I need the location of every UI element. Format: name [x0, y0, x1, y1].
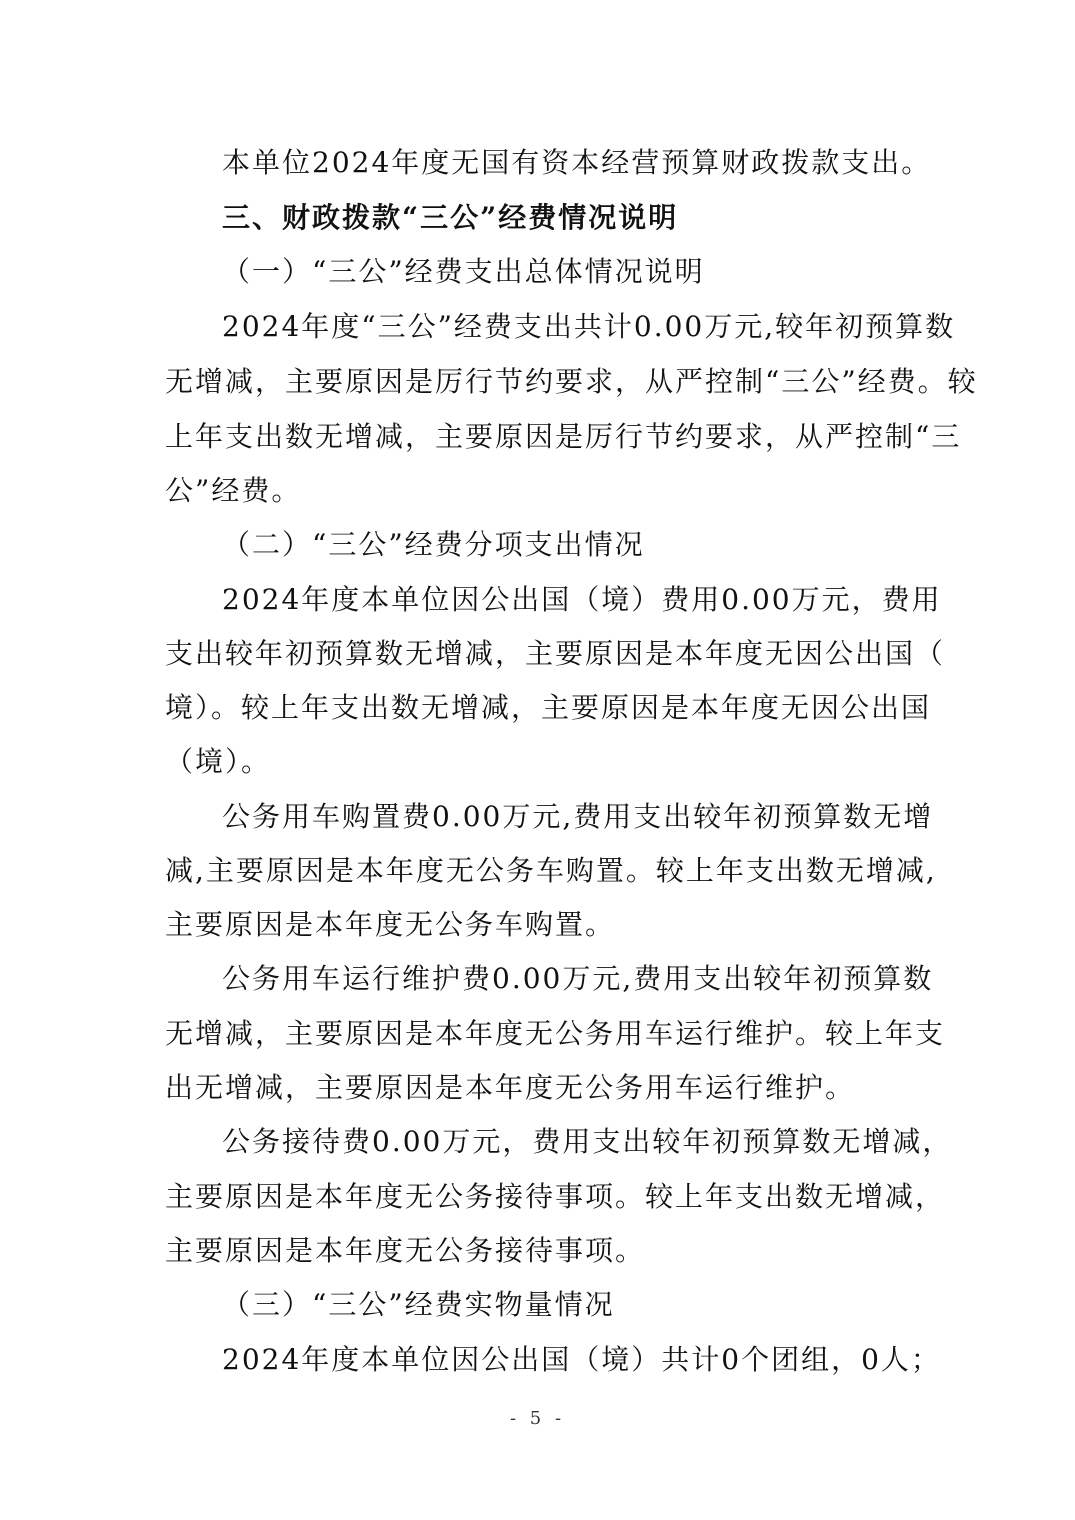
page-number: - 5 -: [509, 1408, 566, 1429]
subsection-heading: （二）“三公”经费分项支出情况: [222, 528, 645, 561]
paragraph-line: 境）。较上年支出数无增减，主要原因是本年度无因公出国: [165, 691, 932, 724]
subsection-heading: （一）“三公”经费支出总体情况说明: [222, 255, 705, 288]
paragraph-line: 2024年度本单位因公出国（境）共计0个团组，0人；: [222, 1343, 941, 1376]
paragraph-line: 主要原因是本年度无公务接待事项。较上年支出数无增减，: [165, 1180, 946, 1213]
paragraph-line: 2024年度本单位因公出国（境）费用0.00万元，费用: [222, 583, 942, 616]
paragraph-line: 公”经费。: [165, 474, 302, 507]
paragraph-line: 主要原因是本年度无公务车购置。: [165, 908, 616, 941]
paragraph-line: 无增减，主要原因是厉行节约要求，从严控制“三公”经费。较: [165, 365, 978, 398]
paragraph-line: 无增减，主要原因是本年度无公务用车运行维护。较上年支: [165, 1017, 946, 1050]
paragraph-line: （境）。: [165, 745, 272, 778]
paragraph-line: 上年支出数无增减，主要原因是厉行节约要求，从严控制“三: [165, 420, 962, 453]
paragraph-line: 公务用车购置费0.00万元,费用支出较年初预算数无增: [222, 800, 934, 833]
paragraph-line: 2024年度“三公”经费支出共计0.00万元,较年初预算数: [222, 310, 956, 343]
subsection-heading: （三）“三公”经费实物量情况: [222, 1288, 615, 1321]
paragraph-line: 公务接待费0.00万元，费用支出较年初预算数无增减，: [222, 1125, 953, 1158]
paragraph-line: 减,主要原因是本年度无公务车购置。较上年支出数无增减,: [165, 854, 937, 887]
paragraph-line: 主要原因是本年度无公务接待事项。: [165, 1234, 646, 1267]
paragraph-line: 支出较年初预算数无增减，主要原因是本年度无因公出国（: [165, 637, 946, 670]
paragraph-line: 公务用车运行维护费0.00万元,费用支出较年初预算数: [222, 962, 934, 995]
paragraph-line: 本单位2024年度无国有资本经营预算财政拨款支出。: [222, 146, 932, 179]
paragraph-line: 出无增减，主要原因是本年度无公务用车运行维护。: [165, 1071, 856, 1104]
section-heading: 三、财政拨款“三公”经费情况说明: [222, 201, 679, 234]
